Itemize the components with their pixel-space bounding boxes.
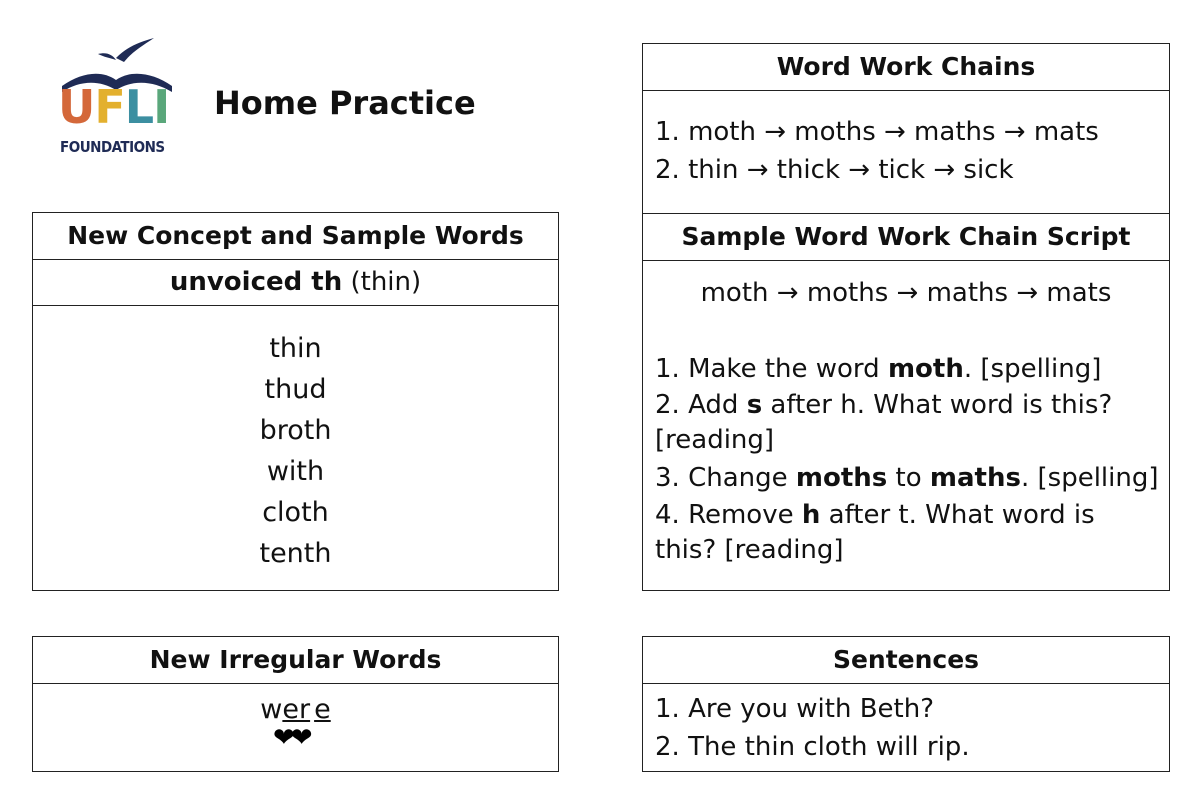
sentence-item: 1. Are you with Beth? (655, 694, 935, 724)
script-header: Sample Word Work Chain Script (643, 214, 1169, 261)
sample-word: cloth (262, 497, 329, 528)
concept-box (32, 212, 559, 591)
chains-header: Word Work Chains (643, 44, 1169, 91)
irregular-box (32, 636, 559, 772)
sentences-box (642, 636, 1170, 772)
sample-word: thud (264, 374, 327, 405)
script-step-3: 3. Change moths to maths. [spelling] (655, 463, 1159, 493)
logo-subtext: FOUNDATIONS (60, 138, 165, 156)
concept-subheader-rest: (thin) (350, 267, 422, 297)
sample-word: thin (269, 333, 322, 364)
sample-word: with (266, 456, 325, 487)
concept-subheader (33, 260, 558, 306)
heart-icons: ❤❤ (273, 723, 309, 753)
chains-box (642, 43, 1170, 215)
sample-word-list (33, 306, 558, 574)
chain-item: 1. moth → moths → maths → mats (655, 117, 1099, 147)
script-step-4: 4. Remove h after t. What word is this? [reading] (655, 500, 1095, 565)
irregular-word: wer e (260, 694, 331, 725)
script-step-2: 2. Add s after h. What word is this? [reading] (655, 390, 1113, 455)
sentences-header: Sentences (643, 637, 1169, 684)
chain-item: 2. thin → thick → tick → sick (655, 155, 1014, 185)
ufli-logo (58, 36, 178, 160)
concept-header: New Concept and Sample Words (33, 213, 558, 260)
irregular-header: New Irregular Words (33, 637, 558, 684)
sample-word: broth (259, 415, 332, 446)
logo-text: UFLI (58, 80, 170, 134)
script-box (642, 213, 1170, 591)
script-chain: moth → moths → maths → mats (700, 278, 1112, 308)
concept-subheader-bold: unvoiced th (169, 267, 343, 297)
sample-word: tenth (259, 538, 332, 569)
page-title: Home Practice (214, 84, 476, 122)
script-step-1: 1. Make the word moth. [spelling] (655, 354, 1102, 384)
sentence-item: 2. The thin cloth will rip. (655, 732, 970, 762)
